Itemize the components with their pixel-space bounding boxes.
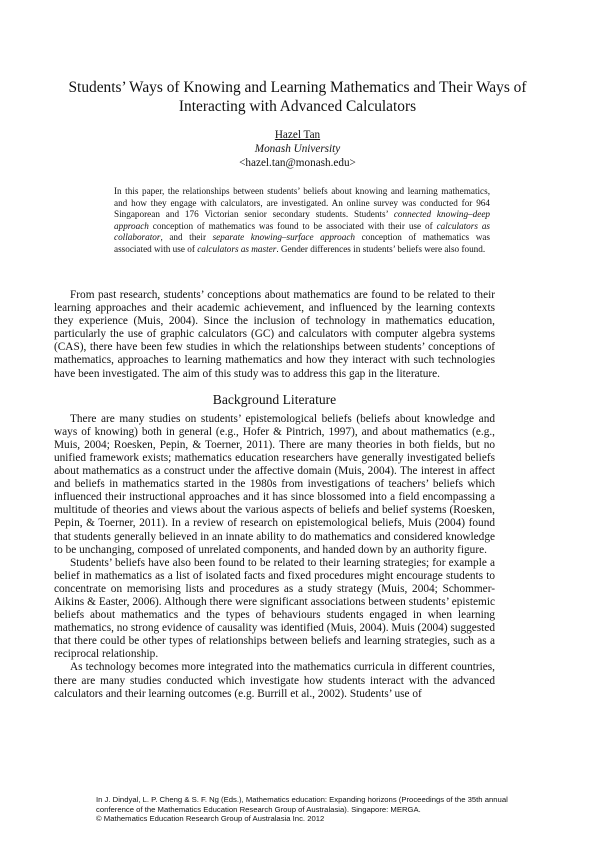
intro-paragraph: From past research, students’ conceptions about mathematics are found to be related to their learning approaches and their academic achievement, and influenced by the learning contexts they experience (Muis, 2004). Since the inclusion of technology in mathematics education, particularly the use of graphic calculators (GC) and calculators with computer algebra systems (CAS), there have been few studies in which the relationships between students’ conceptions of mathematics, approaches to learning mathematics and how they interact with such technologies have been investigated. The aim of this study was to address this gap in the literature. [54, 289, 495, 380]
footnote-copyright: © Mathematics Education Research Group of Australasia Inc. 2012 [96, 814, 325, 824]
abstract-part-4: conception of mathematics was associated with use of [114, 232, 490, 254]
author-block [0, 128, 595, 170]
footnote-citation: In J. Dindyal, L. P. Cheng & S. F. Ng (Eds.), Mathematics education: Expanding horizons (Proceedings of the 35th annual conference of the Mathematics Education Research Group of Australasia). Singapore: MERGA. [96, 795, 508, 814]
footnote [96, 795, 526, 824]
author-email: <hazel.tan@monash.edu> [239, 157, 356, 169]
abstract-text [114, 186, 490, 256]
abstract-emphasis-4: calculators as master [197, 243, 277, 254]
body-paragraph: As technology becomes more integrated into the mathematics curricula in different countries, there are many studies conducted which investigate how students interact with the advanced calculators and their learning outcomes (e.g. Burrill et al., 2002). Students’ use of [54, 661, 495, 700]
abstract-part-3: , and their [160, 232, 213, 243]
body-paragraph: Students’ beliefs have also been found to be related to their learning strategies; for example a belief in mathematics as a list of isolated facts and fixed procedures might encourage students to concentrate on memorising lists and procedures as a study strategy (Muis, 2004; Schommer-Aikins & Easter, 2006). Although there were significant associations between students’ epistemic beliefs about mathematics and the types of behaviours students engaged in when learning mathematics, no strong evidence of causality was identified (Muis, 2004). Muis (2004) suggested that there could be other types of relationships between beliefs and learning strategies, such as a reciprocal relationship. [54, 556, 495, 661]
abstract-part-1: In this paper, the relationships between students’ beliefs about knowing and learning mathematics, and how they engage with calculators, are investigated. An online survey was conducted for 964 Singaporean and 176 Victorian senior secondary students. Students’ [114, 186, 490, 220]
author-affiliation: Monash University [254, 143, 341, 155]
abstract-emphasis-1: connected knowing–deep approach [114, 209, 490, 231]
abstract [114, 186, 490, 256]
abstract-emphasis-2: calculators as collaborator [114, 220, 490, 243]
abstract-part-5: . Gender differences in students’ beliefs were also found. [276, 243, 486, 254]
abstract-emphasis-3: separate knowing–surface approach [212, 232, 356, 243]
paper-title: Students’ Ways of Knowing and Learning Mathematics and Their Ways of Interacting with Advanced Calculators [68, 79, 527, 115]
section-heading: Background Literature [212, 391, 337, 407]
author-name: Hazel Tan [274, 129, 321, 141]
body-paragraph: There are many studies on students’ epistemological beliefs (beliefs about knowledge and ways of knowing) both in general (e.g., Hofer & Pintrich, 1997), and about mathematics (e.g., Muis, 2004; Roesken, Pepin, & Toerner, 2011). There are many theories in both fields, but no unified framework exists; mathematics education researchers have generally investigated beliefs about mathematics as a construct under the affective domain (Muis, 2004). The interest in affect and beliefs in mathematics started in the 1980s from investigations of teachers’ beliefs which influenced their instructional approaches and it has since blossomed into a field encompassing a multitude of theories and views about the various aspects of beliefs and belief systems (Roesken, Pepin, & Toerner, 2011). In a review of research on epistemological beliefs, Muis (2004) found that students generally believed in an innate ability to do mathematics and considered knowledge to be unchanging, composed of unrelated components, and handed down by an authority figure. [54, 412, 495, 556]
abstract-part-2: conception of mathematics was found to be associated with their use of [148, 220, 437, 231]
body-text [54, 289, 495, 701]
